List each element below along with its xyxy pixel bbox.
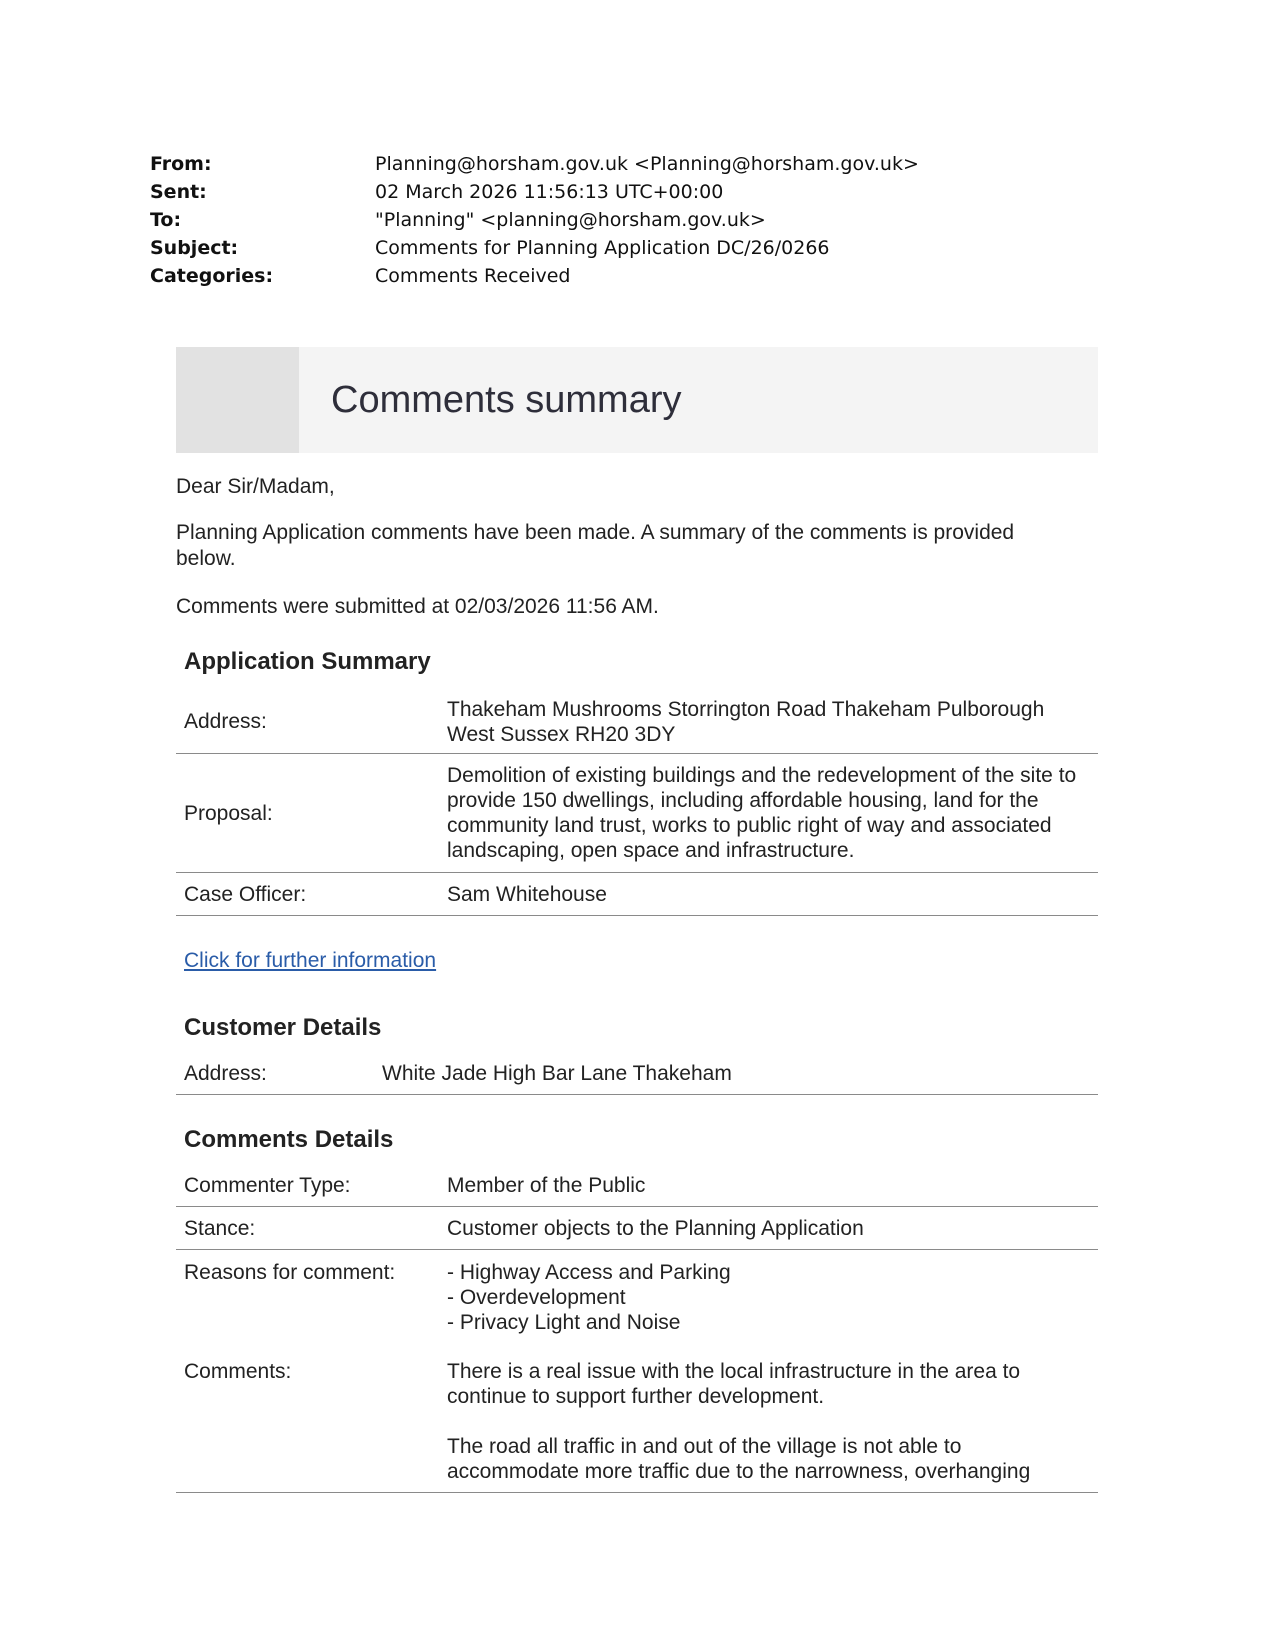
row-value: Customer objects to the Planning Application <box>439 1207 1098 1250</box>
row-value: Sam Whitehouse <box>439 873 1098 916</box>
application-summary-heading: Application Summary <box>184 648 431 675</box>
email-header-categories <box>150 262 919 290</box>
row-value: Member of the Public <box>439 1164 1098 1207</box>
header-label: To: <box>150 209 182 231</box>
header-value: Comments Received <box>375 265 571 287</box>
row-value: Thakeham Mushrooms Storrington Road Thakeham Pulborough West Sussex RH20 3DY <box>439 690 1098 754</box>
reasons-list <box>439 1250 1098 1350</box>
row-label: Commenter Type: <box>176 1164 439 1207</box>
header-value: "Planning" <planning@horsham.gov.uk> <box>375 209 766 231</box>
comment-paragraph: The road all traffic in and out of the village is not able to accommodate more traffic due to the narrowness, overhanging <box>447 1435 1031 1483</box>
table-row <box>176 1164 1098 1207</box>
reason-item: - Privacy Light and Noise <box>447 1311 681 1334</box>
row-label: Reasons for comment: <box>184 1261 396 1284</box>
row-label: Stance: <box>176 1207 439 1250</box>
reason-item: - Overdevelopment <box>447 1286 626 1309</box>
application-summary-table <box>176 690 1098 916</box>
reason-item: - Highway Access and Parking <box>447 1261 731 1284</box>
email-header-sent <box>150 178 919 206</box>
header-value: Planning@horsham.gov.uk <Planning@horsham.gov.uk> <box>375 153 919 175</box>
header-label: Categories: <box>150 265 274 287</box>
comments-text <box>439 1349 1098 1493</box>
table-row <box>176 1207 1098 1250</box>
table-row <box>176 754 1098 873</box>
row-value: White Jade High Bar Lane Thakeham <box>374 1052 1098 1095</box>
header-label: Subject: <box>150 237 239 259</box>
intro-text: Planning Application comments have been made. A summary of the comments is provided below. <box>176 521 1015 570</box>
customer-details-heading: Customer Details <box>184 1014 382 1041</box>
header-label: From: <box>150 153 212 175</box>
email-header-from <box>150 150 919 178</box>
banner-title: Comments summary <box>331 379 682 421</box>
table-row <box>176 1250 1098 1350</box>
greeting: Dear Sir/Madam, <box>176 475 335 498</box>
table-row <box>176 873 1098 916</box>
email-header-subject <box>150 234 919 262</box>
row-label: Case Officer: <box>176 873 439 916</box>
email-header <box>150 150 919 290</box>
comments-details-heading: Comments Details <box>184 1126 394 1153</box>
header-label: Sent: <box>150 181 207 203</box>
row-label: Comments: <box>176 1349 439 1493</box>
comments-details-table <box>176 1164 1098 1493</box>
header-value: Comments for Planning Application DC/26/0266 <box>375 237 830 259</box>
header-value: 02 March 2026 11:56:13 UTC+00:00 <box>375 181 724 203</box>
row-label: Proposal: <box>176 754 439 873</box>
row-label: Address: <box>176 690 439 754</box>
summary-banner <box>176 347 1098 453</box>
table-row <box>176 1052 1098 1095</box>
banner-logo-placeholder <box>176 347 299 453</box>
submission-time-text: Comments were submitted at 02/03/2026 11:56 AM. <box>176 595 659 618</box>
comment-paragraph: There is a real issue with the local infrastructure in the area to continue to support further development. <box>447 1360 1021 1408</box>
table-row <box>176 1349 1098 1493</box>
customer-details-table <box>176 1052 1098 1095</box>
table-row <box>176 690 1098 754</box>
email-header-to <box>150 206 919 234</box>
further-information-link[interactable]: Click for further information <box>184 949 437 972</box>
row-value: Demolition of existing buildings and the redevelopment of the site to provide 150 dwellings, including affordable housing, land for the community land trust, works to public right of way and associated landscaping, open space and infrastructure. <box>439 754 1098 873</box>
row-label: Address: <box>176 1052 374 1095</box>
